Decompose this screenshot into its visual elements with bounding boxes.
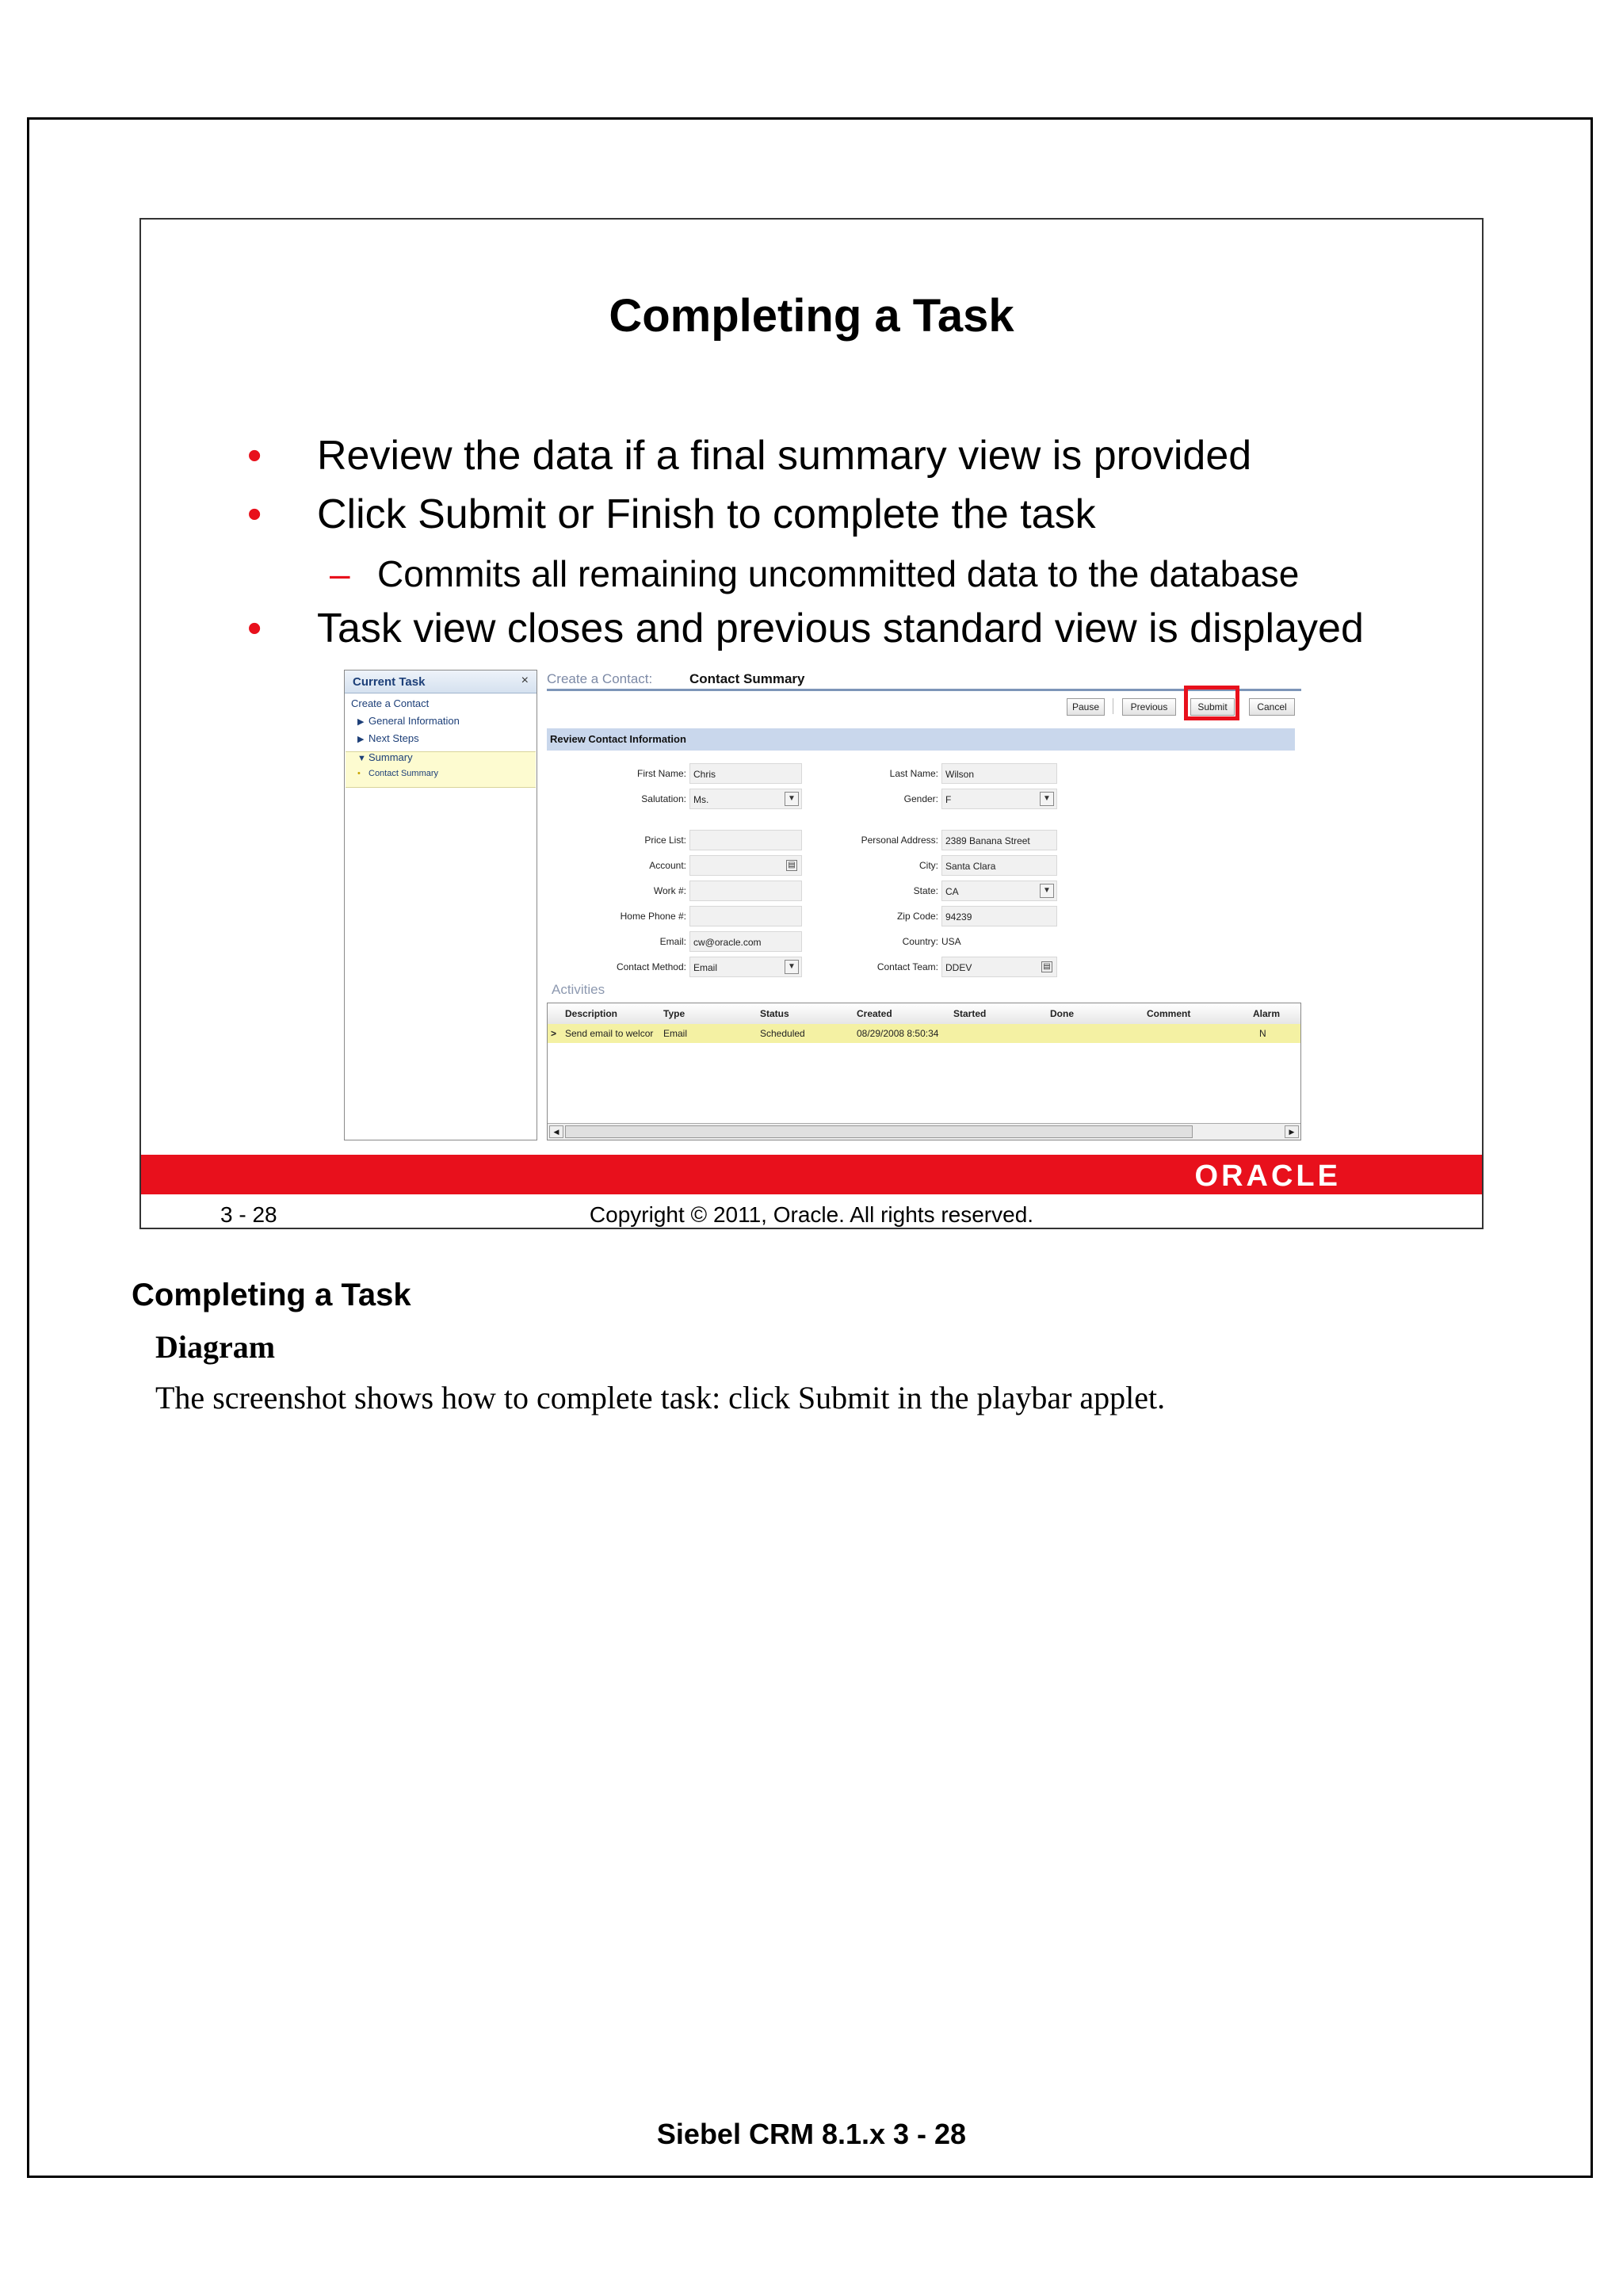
- field-label: Contact Team:: [876, 961, 938, 972]
- pick-icon[interactable]: ▤: [1041, 961, 1052, 972]
- table-cell: 08/29/2008 8:50:34: [857, 1028, 939, 1039]
- city-field[interactable]: Santa Clara: [941, 855, 1057, 876]
- country-value: USA: [941, 936, 961, 947]
- siebel-screenshot: [344, 670, 1301, 1140]
- submit-button[interactable]: Submit: [1190, 698, 1235, 716]
- task-pane-title: Current Task: [353, 675, 426, 689]
- column-header[interactable]: Done: [1050, 1008, 1074, 1019]
- column-header[interactable]: Comment: [1147, 1008, 1191, 1019]
- chevron-down-icon[interactable]: ▼: [785, 792, 799, 806]
- activities-table: [547, 1003, 1301, 1140]
- bullet-dot-icon: •: [357, 769, 361, 778]
- notes-body: The screenshot shows how to complete task: click Submit in the playbar applet.: [155, 1380, 1166, 1415]
- triangle-right-icon: ▶: [357, 735, 365, 744]
- oracle-logo: ORACLE: [1194, 1159, 1341, 1193]
- footer-band: [141, 1155, 1482, 1194]
- activities-title: Activities: [552, 982, 605, 997]
- last-name-field[interactable]: Wilson: [941, 763, 1057, 784]
- slide-number: 3 - 28: [220, 1202, 277, 1227]
- bullet-text: Click Submit or Finish to complete the task: [317, 491, 1096, 537]
- home-phone-field[interactable]: [689, 906, 802, 926]
- bullet-marker: •: [247, 606, 262, 651]
- gender-field[interactable]: F: [941, 789, 1057, 809]
- contact-team-field[interactable]: DDEV: [941, 957, 1057, 977]
- table-cell: Scheduled: [760, 1028, 805, 1039]
- field-label: Country:: [902, 936, 938, 947]
- scrollbar-thumb[interactable]: [565, 1125, 1193, 1138]
- column-header[interactable]: Status: [760, 1008, 789, 1019]
- pick-icon[interactable]: ▤: [786, 860, 797, 871]
- pause-button[interactable]: Pause: [1067, 698, 1105, 716]
- field-label: State:: [913, 885, 938, 896]
- field-label: Zip Code:: [896, 911, 938, 922]
- salutation-field[interactable]: Ms.: [689, 789, 802, 809]
- column-header[interactable]: Started: [953, 1008, 987, 1019]
- task-view: [547, 670, 1301, 1140]
- task-name: Create a Contact: [351, 697, 430, 709]
- scroll-right-icon[interactable]: ▶: [1285, 1125, 1299, 1138]
- chevron-down-icon[interactable]: ▼: [785, 960, 799, 974]
- page-footer: Siebel CRM 8.1.x 3 - 28: [656, 2118, 967, 2150]
- field-label: Home Phone #:: [620, 911, 686, 922]
- field-label: Email:: [659, 936, 686, 947]
- field-label: First Name:: [636, 768, 686, 779]
- state-field[interactable]: CA: [941, 881, 1057, 901]
- field-label: City:: [919, 860, 938, 871]
- field-label: Gender:: [903, 793, 938, 804]
- copyright-text: Copyright © 2011, Oracle. All rights reserved.: [589, 1202, 1034, 1227]
- slide-title: Completing a Task: [609, 290, 1014, 342]
- price-list-field[interactable]: [689, 830, 802, 850]
- column-header[interactable]: Alarm: [1253, 1008, 1281, 1019]
- slide: [139, 218, 1484, 1229]
- task-pane: [344, 670, 537, 1140]
- table-cell: N: [1259, 1028, 1266, 1039]
- task-step-general-information[interactable]: ▶ General Information: [357, 715, 460, 727]
- bullet-marker: •: [247, 433, 262, 479]
- table-header: [548, 1003, 1300, 1025]
- field-label: Account:: [649, 860, 686, 871]
- bullet-text: Review the data if a final summary view is provided: [317, 433, 1252, 479]
- column-header[interactable]: Type: [663, 1008, 685, 1019]
- row-selector-icon: >: [551, 1028, 557, 1039]
- zip-code-field[interactable]: 94239: [941, 906, 1057, 926]
- chevron-down-icon[interactable]: ▼: [1040, 792, 1054, 806]
- bullet-marker: •: [247, 491, 262, 537]
- work-phone-field[interactable]: [689, 881, 802, 901]
- previous-button[interactable]: Previous: [1122, 698, 1176, 716]
- email-field[interactable]: cw@oracle.com: [689, 931, 802, 952]
- column-header[interactable]: Description: [565, 1008, 618, 1019]
- column-header[interactable]: Created: [857, 1008, 892, 1019]
- cancel-button[interactable]: Cancel: [1249, 698, 1295, 716]
- chevron-down-icon[interactable]: ▼: [1040, 884, 1054, 898]
- field-label: Last Name:: [889, 768, 938, 779]
- horizontal-scrollbar[interactable]: [548, 1123, 1300, 1140]
- field-label: Price List:: [644, 835, 686, 846]
- notes-title: Completing a Task: [132, 1278, 411, 1312]
- section-header: Review Contact Information: [547, 728, 1295, 751]
- view-name: Contact Summary: [689, 671, 805, 686]
- view-label: Create a Contact:: [547, 671, 653, 686]
- sub-bullet-marker: –: [330, 553, 350, 594]
- field-label: Contact Method:: [616, 961, 686, 972]
- task-pane-header: [345, 670, 537, 693]
- submit-highlight: [1184, 686, 1239, 720]
- first-name-field[interactable]: Chris: [689, 763, 802, 784]
- notes-subtitle: Diagram: [155, 1329, 276, 1365]
- field-label: Personal Address:: [861, 835, 938, 846]
- bullet-text: Task view closes and previous standard view is displayed: [317, 606, 1364, 651]
- scroll-left-icon[interactable]: ◀: [549, 1125, 563, 1138]
- field-label: Salutation:: [641, 793, 686, 804]
- contact-method-field[interactable]: Email: [689, 957, 802, 977]
- table-cell: Email: [663, 1028, 688, 1039]
- task-step-next-steps[interactable]: ▶ Next Steps: [357, 732, 419, 744]
- personal-address-field[interactable]: 2389 Banana Street: [941, 830, 1057, 850]
- task-step-contact-summary[interactable]: • Contact Summary: [357, 769, 439, 778]
- task-step-summary[interactable]: ▼ Summary: [357, 751, 413, 763]
- account-field[interactable]: [689, 855, 802, 876]
- sub-bullet-text: Commits all remaining uncommitted data to the database: [377, 553, 1300, 594]
- close-icon[interactable]: ×: [521, 674, 529, 687]
- triangle-right-icon: ▶: [357, 717, 365, 727]
- table-cell: Send email to welcor: [565, 1028, 654, 1039]
- table-row[interactable]: [548, 1024, 1300, 1043]
- field-label: Work #:: [653, 885, 686, 896]
- triangle-down-icon: ▼: [357, 754, 366, 763]
